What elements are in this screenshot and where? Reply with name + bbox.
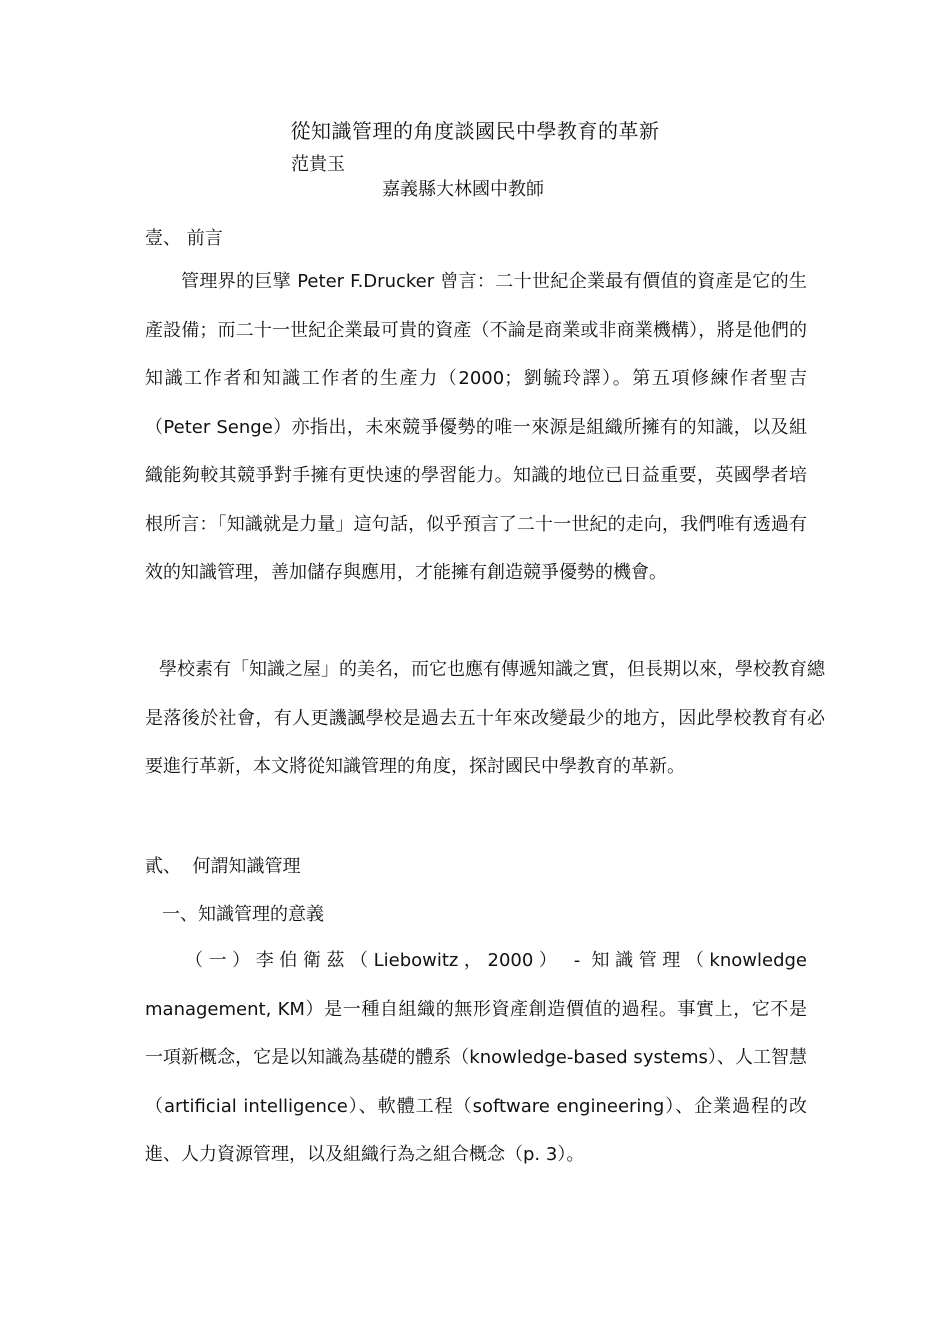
paragraph-preface-1: 管理界的巨擘 Peter F.Drucker 曾言：二十世紀企業最有價值的資產是它的生產設備；而二十一世紀企業最可貴的資產（不論是商業或非商業機構），將是他們的知識工作者和知識工作者的生產力（2000；劉毓玲譯）。第五項修練作者聖吉（Peter Senge）亦指出，未來競爭優勢的唯一來源是組織所擁有的知識，以及組織能夠較其競爭對手擁有更快速的學習能力。知識的地位已日益重要，英國學者培根所言：「知識就是力量」這句話，似乎預言了二十一世紀的走向，我們唯有透過有效的知識管理，善加儲存與應用，才能擁有創造競爭優勢的機會。 <box>145 271 807 583</box>
paragraph-preface-2: 學校素有「知識之屋」的美名，而它也應有傳遞知識之實，但長期以來，學校教育總是落後於社會，有人更譏諷學校是過去五十年來改變最少的地方，因此學校教育有必要進行革新，本文將從知識管理的角度，探討國民中學教育的革新。 <box>145 659 825 777</box>
section-heading-km: 貳、 何謂知識管理 <box>145 856 301 877</box>
author-affiliation: 嘉義縣大林國中教師 <box>382 179 544 200</box>
paragraph-km-definition: （一）李伯衛茲（Liebowitz，2000） - 知識管理（knowledge management, KM）是一種自組織的無形資產創造價值的過程。事實上，它不是一項新概念，它是以知識為基礎的體系（knowledge-based systems）、人工智慧（artificial intelligence）、軟體工程（software engineering）、企業過程的改進、人力資源管理，以及組織行為之組合概念（p. 3）。 <box>145 950 807 1165</box>
author-name: 范貴玉 <box>291 154 345 175</box>
section-heading-preface: 壹、 前言 <box>145 228 223 249</box>
document-title: 從知識管理的角度談國民中學教育的革新 <box>290 119 660 143</box>
subsection-heading-km-meaning: 一、知識管理的意義 <box>162 904 324 925</box>
